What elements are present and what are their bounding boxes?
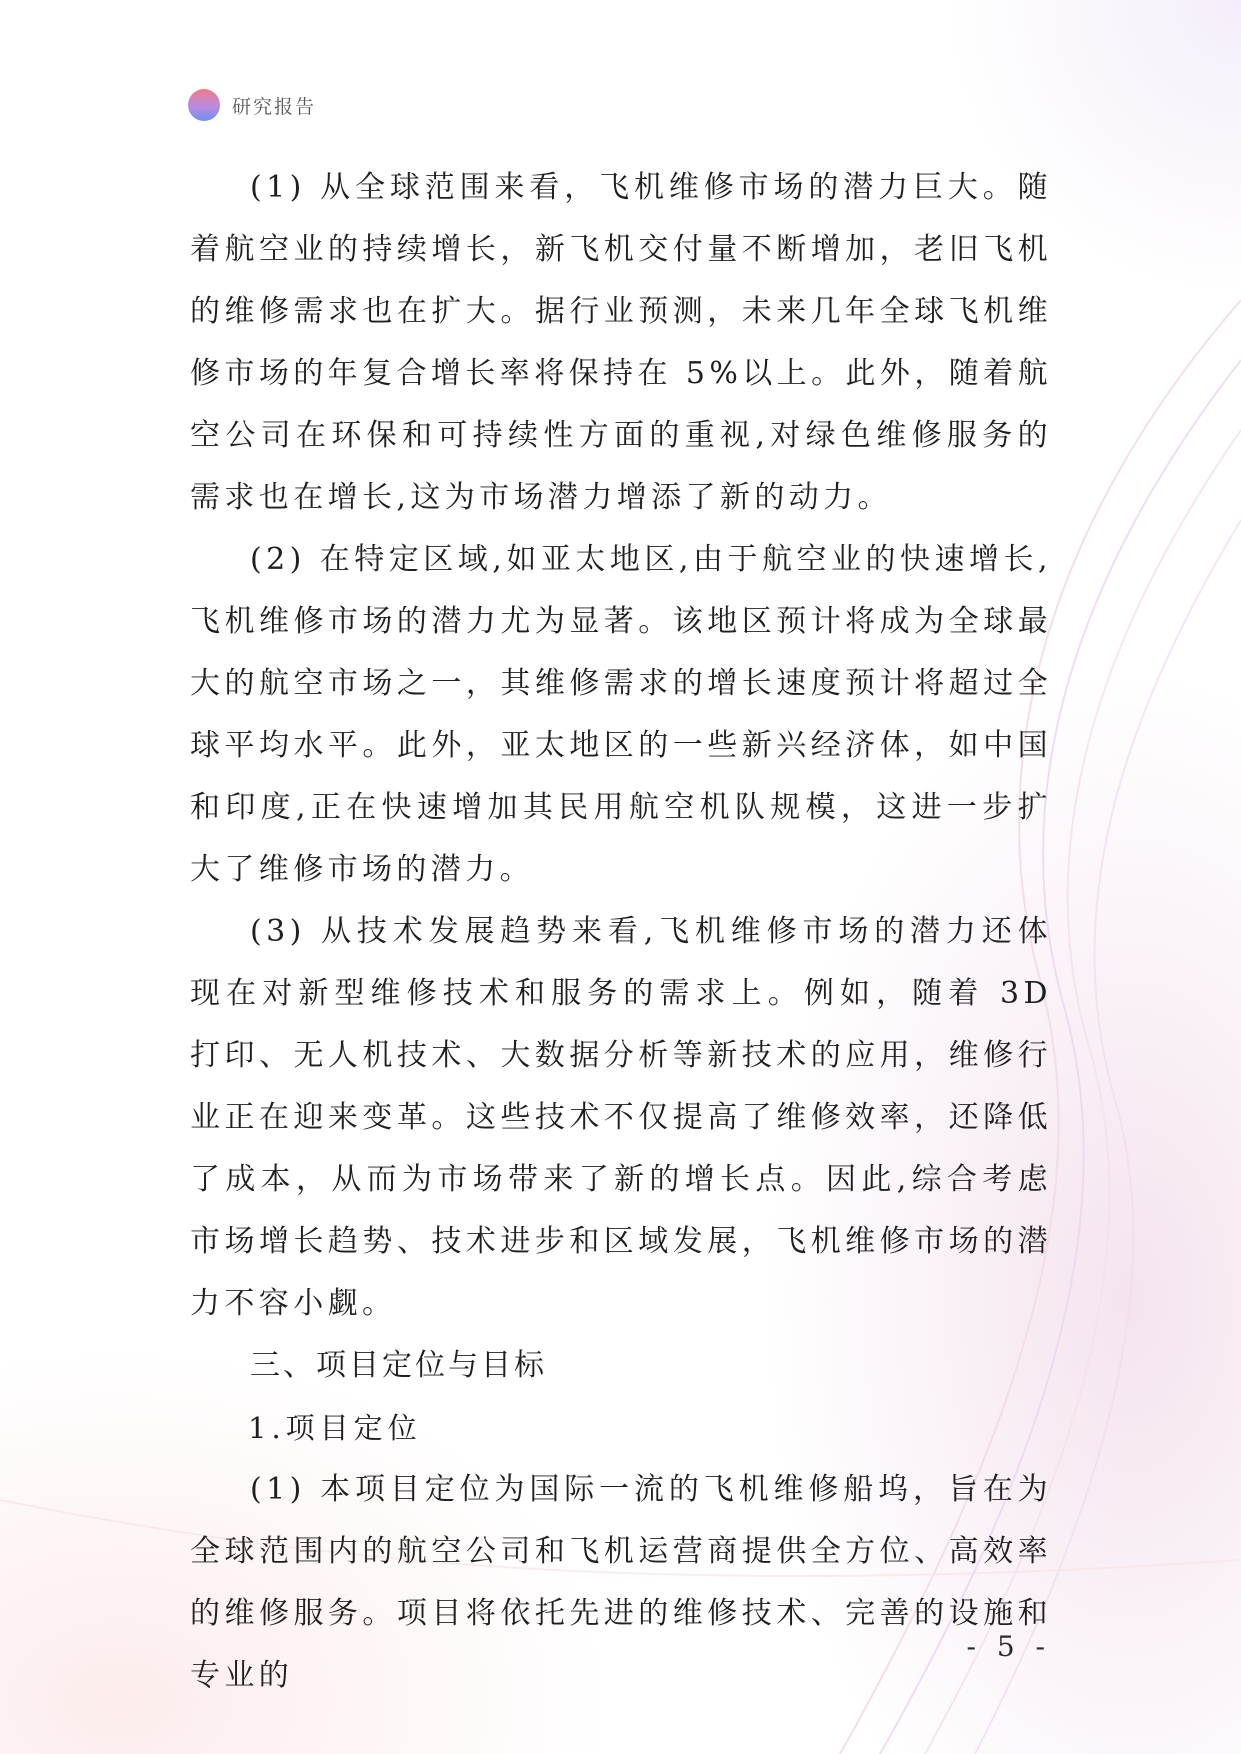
logo-circle-icon (188, 89, 220, 121)
subsection-heading: 1.项目定位 (248, 1411, 422, 1445)
section-heading: 三、项目定位与目标 (250, 1348, 547, 1383)
page-number: - 5 - (966, 1630, 1051, 1663)
header-label: 研究报告 (232, 95, 317, 118)
paragraph-global-market: (1) 从全球范围来看，飞机维修市场的潜力巨大。随着航空业的持续增长，新飞机交付量不断增加，老旧飞机的维修需求也在扩大。据行业预测，未来几年全球飞机维修市场的年复合增长率将保持在 5%以上。此外，随着航空公司在环保和可持续性方面的重视,对绿色维修服务的需求也在增长,这为市场潜力增添了新的动力。 (190, 170, 1052, 515)
paragraph-asia-pacific: (2) 在特定区域,如亚太地区,由于航空业的快速增长,飞机维修市场的潜力尤为显著。该地区预计将成为全球最大的航空市场之一，其维修需求的增长速度预计将超过全球平均水平。此外，亚太地区的一些新兴经济体，如中国和印度,正在快速增加其民用航空机队规模，这进一步扩大了维修市场的潜力。 (190, 542, 1052, 887)
paragraph-technology-trends: (3) 从技术发展趋势来看,飞机维修市场的潜力还体现在对新型维修技术和服务的需求上。例如，随着 3D 打印、无人机技术、大数据分析等新技术的应用，维修行业正在迎来变革。这些技术不仅提高了维修效率，还降低了成本，从而为市场带来了新的增长点。因此,综合考虑市场增长趋势、技术进步和区域发展，飞机维修市场的潜力不容小觑。 (190, 914, 1052, 1321)
paragraph-project-positioning: (1) 本项目定位为国际一流的飞机维修船坞，旨在为全球范围内的航空公司和飞机运营商提供全方位、高效率的维修服务。项目将依托先进的维修技术、完善的设施和专业的 (190, 1472, 1052, 1693)
report-header (188, 88, 316, 122)
report-body (190, 157, 1052, 1707)
